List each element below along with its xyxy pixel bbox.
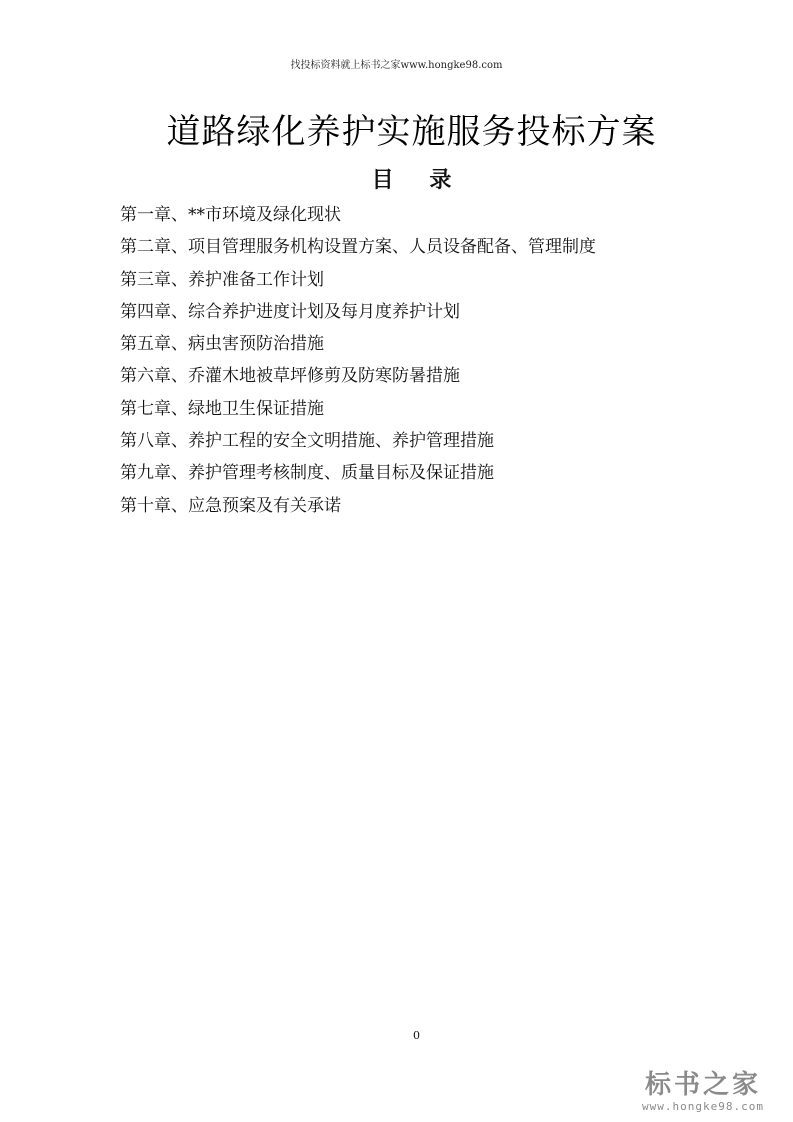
toc-item-chapter-5[interactable]: 第五章、病虫害预防治措施 <box>120 334 324 355</box>
watermark-logo <box>623 1070 783 1114</box>
page-number: 0 <box>413 1029 420 1042</box>
toc-item-chapter-2[interactable]: 第二章、项目管理服务机构设置方案、人员设备配备、管理制度 <box>120 237 596 258</box>
watermark-brand: 标书之家 <box>644 1070 761 1100</box>
toc-item-chapter-6[interactable]: 第六章、乔灌木地被草坪修剪及防寒防暑措施 <box>120 366 460 387</box>
document-title: 道路绿化养护实施服务投标方案 <box>166 112 657 152</box>
toc-item-chapter-4[interactable]: 第四章、综合养护进度计划及每月度养护计划 <box>120 301 460 322</box>
toc-heading: 目 录 <box>371 167 452 193</box>
toc-item-chapter-3[interactable]: 第三章、养护准备工作计划 <box>120 269 324 290</box>
toc-item-chapter-9[interactable]: 第九章、养护管理考核制度、质量目标及保证措施 <box>120 463 494 484</box>
toc-item-chapter-7[interactable]: 第七章、绿地卫生保证措施 <box>120 398 324 419</box>
toc-item-chapter-10[interactable]: 第十章、应急预案及有关承诺 <box>120 495 341 516</box>
watermark-url: www.hongke98.com <box>642 1100 764 1113</box>
toc-item-chapter-1[interactable]: 第一章、**市环境及绿化现状 <box>120 205 341 225</box>
toc-item-chapter-8[interactable]: 第八章、养护工程的安全文明措施、养护管理措施 <box>120 431 494 452</box>
table-of-contents <box>120 199 720 522</box>
page-header: 找投标资料就上标书之家www.hongke98.com <box>290 60 503 71</box>
